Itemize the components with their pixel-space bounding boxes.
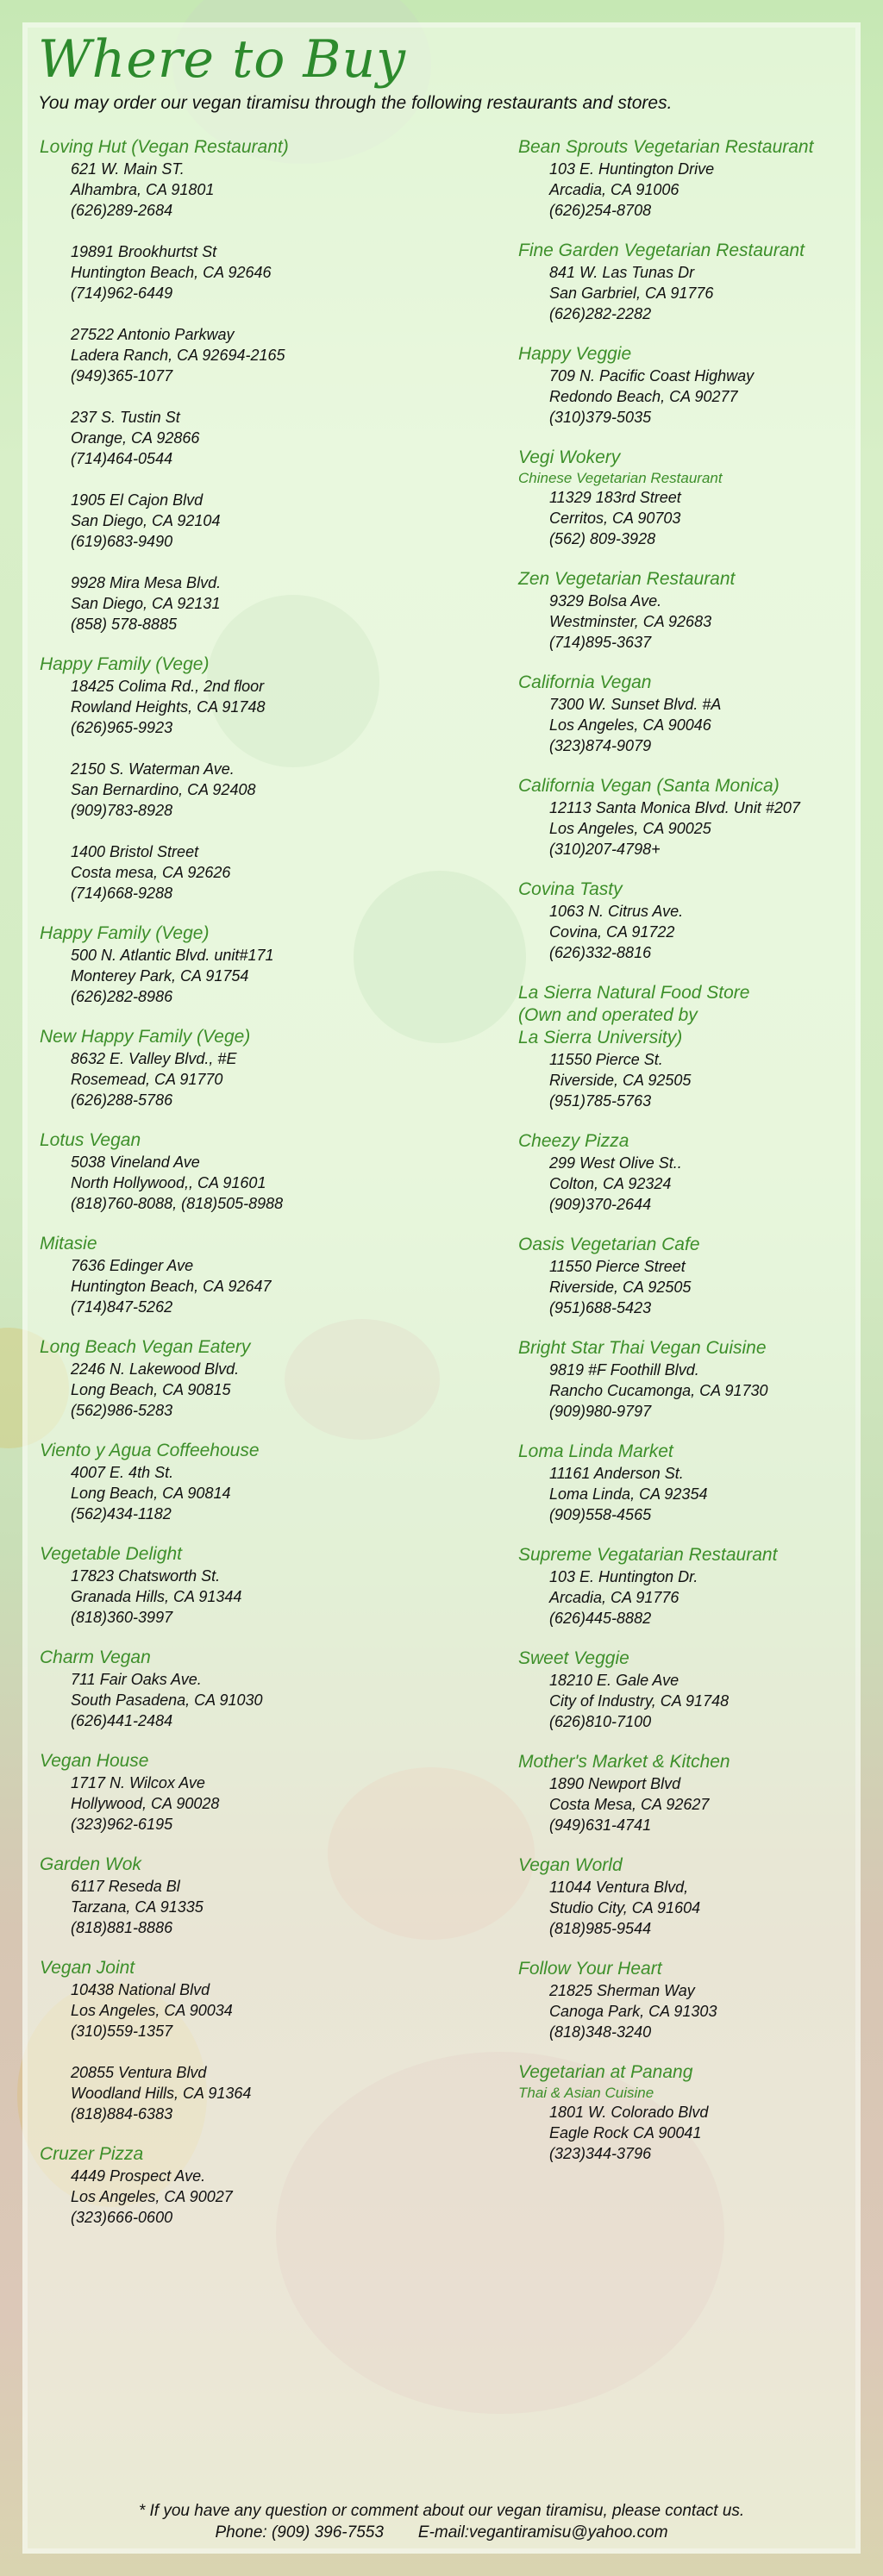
store-name: California Vegan (Santa Monica) [518, 776, 780, 796]
store-entry [518, 878, 883, 963]
address-street: 17823 Chatsworth St. [71, 1567, 221, 1585]
store-name: Cheezy Pizza [518, 1131, 629, 1151]
store-entry [518, 1854, 883, 1939]
address-city: Hollywood, CA 90028 [71, 1795, 220, 1812]
store-name: New Happy Family (Vege) [40, 1027, 251, 1047]
store-address [518, 1049, 883, 1111]
address-phone: (818)760-8088, (818)505-8988 [71, 1195, 284, 1212]
store-name: Vegan Joint [40, 1958, 135, 1978]
address-street: 2150 S. Waterman Ave. [71, 760, 235, 778]
store-name: Happy Family (Vege) [40, 923, 210, 943]
address-city: Costa mesa, CA 92626 [71, 864, 231, 881]
store-note: Thai & Asian Cuisine [518, 2085, 654, 2101]
address-city: Eagle Rock CA 90041 [549, 2124, 702, 2141]
store-address [40, 2062, 436, 2124]
address-city: Redondo Beach, CA 90277 [549, 388, 738, 405]
store-name: Bright Star Thai Vegan Cuisine [518, 1338, 767, 1358]
address-phone: (949)631-4741 [549, 1816, 652, 1834]
store-entry [518, 982, 883, 1111]
address-phone: (714)962-6449 [71, 284, 173, 302]
address-phone: (323)874-9079 [549, 737, 652, 754]
store-entry [518, 775, 883, 860]
address-street: 1400 Bristol Street [71, 843, 199, 860]
store-address [40, 159, 436, 221]
store-address [40, 407, 436, 469]
store-address [518, 2102, 883, 2164]
store-address [518, 159, 883, 221]
address-street: 1890 Newport Blvd [549, 1775, 681, 1792]
address-phone: (562)434-1182 [71, 1505, 172, 1522]
store-entry [40, 1957, 436, 2124]
store-address [40, 1152, 436, 1214]
store-entry [40, 1336, 436, 1421]
address-city: Huntington Beach, CA 92646 [71, 264, 272, 281]
store-address [40, 2166, 436, 2228]
store-name: California Vegan [518, 672, 652, 692]
store-address [40, 572, 436, 635]
address-phone: (626)254-8708 [549, 202, 652, 219]
address-city: Los Angeles, CA 90046 [549, 716, 711, 734]
store-name: Loma Linda Market [518, 1441, 673, 1461]
address-phone: (714)895-3637 [549, 634, 652, 651]
address-phone: (909)558-4565 [549, 1506, 652, 1523]
store-address [40, 759, 436, 821]
store-address [518, 797, 883, 860]
store-address [40, 841, 436, 903]
store-entry [518, 672, 883, 756]
store-entry [518, 240, 883, 324]
address-street: 621 W. Main ST. [71, 160, 185, 178]
store-name: Supreme Vegatarian Restaurant [518, 1545, 778, 1565]
store-address [40, 1048, 436, 1110]
address-street: 6117 Reseda Bl [71, 1878, 180, 1895]
store-name: Cruzer Pizza [40, 2144, 144, 2164]
address-phone: (818)348-3240 [549, 2023, 652, 2041]
address-phone: (323)962-6195 [71, 1816, 173, 1833]
store-address [40, 1876, 436, 1938]
store-address [40, 1566, 436, 1628]
address-city: Colton, CA 92324 [549, 1175, 672, 1192]
address-street: 103 E. Huntington Drive [549, 160, 715, 178]
store-address [40, 490, 436, 552]
store-address [518, 487, 883, 549]
address-street: 1801 W. Colorado Blvd [549, 2104, 709, 2121]
address-city: Costa Mesa, CA 92627 [549, 1796, 710, 1813]
store-address [518, 1670, 883, 1732]
store-entry [518, 1958, 883, 2042]
address-street: 27522 Antonio Parkway [71, 326, 235, 343]
store-address [40, 241, 436, 303]
address-city: Covina, CA 91722 [549, 923, 675, 941]
store-entry [518, 1234, 883, 1318]
address-street: 12113 Santa Monica Blvd. Unit #207 [549, 799, 800, 816]
address-phone: (323)344-3796 [549, 2145, 652, 2162]
address-phone: (323)666-0600 [71, 2209, 173, 2226]
address-city: San Diego, CA 92104 [71, 512, 221, 529]
store-name: Garden Wok [40, 1854, 141, 1874]
address-city: Woodland Hills, CA 91364 [71, 2085, 252, 2102]
store-address [518, 694, 883, 756]
address-street: 711 Fair Oaks Ave. [71, 1671, 202, 1688]
address-street: 237 S. Tustin St [71, 409, 180, 426]
store-name: Happy Family (Vege) [40, 654, 210, 674]
address-phone: (310)379-5035 [549, 409, 652, 426]
store-address [518, 1360, 883, 1422]
address-city: San Bernardino, CA 92408 [71, 781, 256, 798]
address-city: Riverside, CA 92505 [549, 1072, 692, 1089]
store-name: Sweet Veggie [518, 1648, 629, 1668]
store-column-right [518, 136, 883, 2183]
address-city: Rancho Cucamonga, CA 91730 [549, 1382, 768, 1399]
address-phone: (909)370-2644 [549, 1196, 652, 1213]
address-phone: (626)445-8882 [549, 1610, 652, 1627]
store-entry [518, 1337, 883, 1422]
store-name: Fine Garden Vegetarian Restaurant [518, 241, 805, 260]
store-address [518, 1463, 883, 1525]
store-address [40, 1773, 436, 1835]
address-street: 11044 Ventura Blvd, [549, 1879, 689, 1896]
address-street: 4449 Prospect Ave. [71, 2167, 206, 2185]
store-address [518, 262, 883, 324]
address-phone: (714)668-9288 [71, 885, 173, 902]
store-address [40, 324, 436, 386]
address-city: San Garbriel, CA 91776 [549, 284, 714, 302]
store-entry [518, 1130, 883, 1215]
store-entry [518, 1544, 883, 1629]
store-address [40, 1359, 436, 1421]
address-city: San Diego, CA 92131 [71, 595, 221, 612]
contact-line [0, 2522, 883, 2543]
address-city: North Hollywood,, CA 91601 [71, 1174, 266, 1191]
address-city: Orange, CA 92866 [71, 429, 200, 447]
store-entry [40, 136, 436, 635]
address-city: Los Angeles, CA 90027 [71, 2188, 233, 2205]
store-name: Vegan House [40, 1751, 149, 1771]
address-city: Arcadia, CA 91776 [549, 1589, 679, 1606]
address-city: Riverside, CA 92505 [549, 1279, 692, 1296]
store-entry [518, 2061, 883, 2164]
store-entry [40, 653, 436, 903]
address-street: 11550 Pierce St. [549, 1051, 663, 1068]
address-phone: (818)360-3997 [71, 1609, 173, 1626]
store-name: Mitasie [40, 1234, 97, 1254]
store-name: Viento y Agua Coffeehouse [40, 1441, 260, 1460]
address-street: 709 N. Pacific Coast Highway [549, 367, 755, 385]
store-name: Vegetarian at Panang [518, 2062, 693, 2082]
store-address [40, 1669, 436, 1731]
store-name: La Sierra University) [518, 1028, 683, 1047]
address-city: Monterey Park, CA 91754 [71, 967, 249, 985]
address-phone: (818)884-6383 [71, 2105, 173, 2123]
address-street: 19891 Brookhurtst St [71, 243, 217, 260]
store-entry [40, 1129, 436, 1214]
address-city: City of Industry, CA 91748 [549, 1692, 730, 1710]
address-city: Rosemead, CA 91770 [71, 1071, 223, 1088]
store-name: Loving Hut (Vegan Restaurant) [40, 137, 289, 157]
address-city: Tarzana, CA 91335 [71, 1898, 204, 1916]
address-city: Loma Linda, CA 92354 [549, 1485, 708, 1503]
address-phone: (858) 578-8885 [71, 616, 178, 633]
store-entry [40, 1854, 436, 1938]
store-note: Chinese Vegetarian Restaurant [518, 470, 723, 486]
store-entry [40, 1647, 436, 1731]
address-phone: (909)783-8928 [71, 802, 173, 819]
store-entry [40, 1750, 436, 1835]
address-phone: (626)289-2684 [71, 202, 173, 219]
store-entry [518, 343, 883, 428]
address-city: Los Angeles, CA 90025 [549, 820, 711, 837]
store-address [518, 591, 883, 653]
address-phone: (951)785-5763 [549, 1092, 652, 1110]
address-street: 8632 E. Valley Blvd., #E [71, 1050, 237, 1067]
store-entry [40, 1026, 436, 1110]
address-city: Cerritos, CA 90703 [549, 510, 681, 527]
contact-email[interactable]: E-mail:vegantiramisu@yahoo.com [417, 2523, 668, 2542]
store-address [518, 1256, 883, 1318]
store-entry [40, 922, 436, 1007]
address-street: 1905 El Cajon Blvd [71, 491, 204, 509]
address-street: 841 W. Las Tunas Dr [549, 264, 695, 281]
address-phone: (909)980-9797 [549, 1403, 652, 1420]
address-phone: (626)965-9923 [71, 719, 173, 736]
store-name: Vegan World [518, 1855, 623, 1875]
store-address [518, 1773, 883, 1835]
address-street: 21825 Sherman Way [549, 1982, 695, 1999]
address-city: Ladera Ranch, CA 92694-2165 [71, 347, 285, 364]
address-street: 11329 183rd Street [549, 489, 681, 506]
store-name: La Sierra Natural Food Store [518, 983, 750, 1003]
address-phone: (310)559-1357 [71, 2023, 173, 2040]
address-city: Westminster, CA 92683 [549, 613, 712, 630]
page-title: Where to Buy [38, 29, 407, 90]
contact-note: * If you have any question or comment about our vegan tiramisu, please contact us. [138, 2502, 745, 2520]
store-address [518, 1566, 883, 1629]
store-name: Vegetable Delight [40, 1544, 183, 1564]
address-city: Huntington Beach, CA 92647 [71, 1278, 272, 1295]
store-name: Long Beach Vegan Eatery [40, 1337, 251, 1357]
store-address [40, 1462, 436, 1524]
address-street: 7636 Edinger Ave [71, 1257, 194, 1274]
address-street: 9928 Mira Mesa Blvd. [71, 574, 222, 591]
address-phone: (626)332-8816 [549, 944, 652, 961]
store-entry [40, 1233, 436, 1317]
store-entry [40, 2143, 436, 2228]
store-name: Covina Tasty [518, 879, 623, 899]
address-street: 11550 Pierce Street [549, 1258, 686, 1275]
address-city: Studio City, CA 91604 [549, 1899, 701, 1916]
store-name: Zen Vegetarian Restaurant [518, 569, 736, 589]
address-phone: (626)288-5786 [71, 1091, 173, 1109]
store-entry [518, 1648, 883, 1732]
store-name: Charm Vegan [40, 1648, 151, 1667]
address-street: 18210 E. Gale Ave [549, 1672, 679, 1689]
store-entry [40, 1440, 436, 1524]
store-entry [518, 447, 883, 549]
store-name: (Own and operated by [518, 1005, 698, 1025]
store-address [518, 1153, 883, 1215]
store-entry [518, 1751, 883, 1835]
store-address [518, 366, 883, 428]
address-street: 7300 W. Sunset Blvd. #A [549, 696, 722, 713]
store-address [518, 1877, 883, 1939]
address-city: Los Angeles, CA 90034 [71, 2002, 233, 2019]
address-phone: (562)986-5283 [71, 1402, 173, 1419]
address-street: 11161 Anderson St. [549, 1465, 684, 1482]
address-phone: (562) 809-3928 [549, 530, 656, 547]
address-street: 18425 Colima Rd., 2nd floor [71, 678, 265, 695]
address-phone: (626)441-2484 [71, 1712, 173, 1729]
address-phone: (818)985-9544 [549, 1920, 652, 1937]
store-name: Bean Sprouts Vegetarian Restaurant [518, 137, 814, 157]
contact-phone: Phone: (909) 396-7553 [215, 2523, 384, 2542]
store-entry [518, 568, 883, 653]
address-city: Rowland Heights, CA 91748 [71, 698, 266, 716]
address-street: 4007 E. 4th St. [71, 1464, 174, 1481]
address-street: 299 West Olive St.. [549, 1154, 682, 1172]
page-subtitle: You may order our vegan tiramisu through the following restaurants and stores. [38, 93, 673, 113]
address-city: Long Beach, CA 90814 [71, 1485, 231, 1502]
address-street: 20855 Ventura Blvd [71, 2064, 207, 2081]
store-column-left [40, 136, 436, 2247]
store-address [518, 1980, 883, 2042]
address-city: Canoga Park, CA 91303 [549, 2003, 717, 2020]
address-city: Long Beach, CA 90815 [71, 1381, 231, 1398]
address-phone: (951)688-5423 [549, 1299, 652, 1316]
address-phone: (949)365-1077 [71, 367, 173, 385]
contact-footer [0, 2500, 883, 2543]
address-phone: (714)464-0544 [71, 450, 173, 467]
store-name: Vegi Wokery [518, 447, 621, 467]
store-name: Lotus Vegan [40, 1130, 141, 1150]
address-street: 10438 National Blvd [71, 1981, 210, 1998]
store-entry [40, 1543, 436, 1628]
store-name: Mother's Market & Kitchen [518, 1752, 730, 1772]
address-phone: (619)683-9490 [71, 533, 173, 550]
store-address [518, 901, 883, 963]
address-city: South Pasadena, CA 91030 [71, 1691, 263, 1709]
address-street: 5038 Vineland Ave [71, 1154, 200, 1171]
address-phone: (818)881-8886 [71, 1919, 173, 1936]
store-address [40, 1255, 436, 1317]
address-city: Alhambra, CA 91801 [71, 181, 215, 198]
address-phone: (714)847-5262 [71, 1298, 173, 1316]
store-entry [518, 1441, 883, 1525]
address-city: Granada Hills, CA 91344 [71, 1588, 242, 1605]
address-phone: (626)282-8986 [71, 988, 173, 1005]
store-name: Happy Veggie [518, 344, 632, 364]
address-street: 1063 N. Citrus Ave. [549, 903, 684, 920]
store-entry [518, 136, 883, 221]
store-name: Follow Your Heart [518, 1959, 662, 1979]
address-street: 103 E. Huntington Dr. [549, 1568, 698, 1585]
address-city: Arcadia, CA 91006 [549, 181, 679, 198]
address-street: 1717 N. Wilcox Ave [71, 1774, 205, 1791]
address-street: 2246 N. Lakewood Blvd. [71, 1360, 240, 1378]
store-address [40, 1979, 436, 2041]
address-street: 9329 Bolsa Ave. [549, 592, 662, 610]
store-address [40, 945, 436, 1007]
address-phone: (626)810-7100 [549, 1713, 652, 1730]
address-street: 500 N. Atlantic Blvd. unit#171 [71, 947, 274, 964]
address-phone: (626)282-2282 [549, 305, 652, 322]
address-phone: (310)207-4798+ [549, 841, 661, 858]
store-name: Oasis Vegetarian Cafe [518, 1235, 700, 1254]
store-address [40, 676, 436, 738]
address-street: 9819 #F Foothill Blvd. [549, 1361, 699, 1379]
